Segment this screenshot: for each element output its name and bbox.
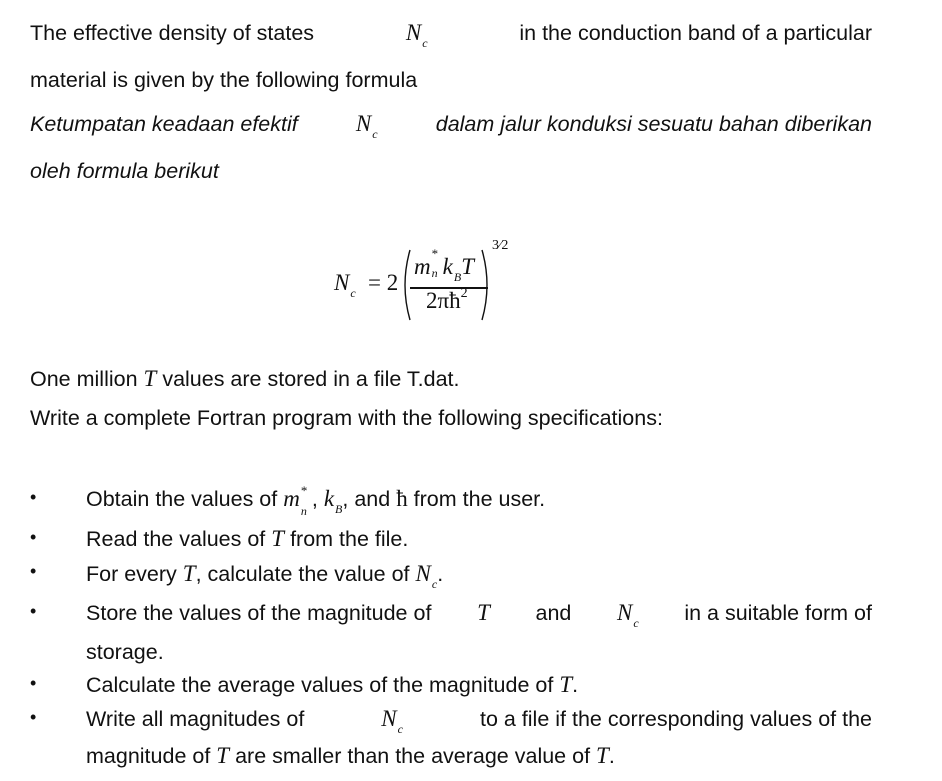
bullet-5: • xyxy=(30,673,37,693)
bullet-1: • xyxy=(30,487,37,507)
formula-lhs: $N_c$ xyxy=(334,270,356,300)
formula-equals: = 2 xyxy=(368,270,399,295)
intro-ms-line-2: oleh formula berikut xyxy=(30,159,219,183)
bullet-5-text: Calculate the average values of the magnitude of T. xyxy=(86,672,579,697)
right-paren xyxy=(480,248,494,322)
density-formula xyxy=(330,240,550,330)
bullet-6-text-line-1: Write all magnitudes of $N_c$ to a file if the corresponding values of the xyxy=(86,706,872,736)
bullet-3: • xyxy=(30,561,37,581)
intro-en-text-1a: The effective density of states xyxy=(30,21,315,45)
intro-ms-text-1b: dalam jalur konduksi sesuatu bahan diberikan xyxy=(435,112,872,136)
bullet-2: • xyxy=(30,527,37,547)
intro-en-line-1 xyxy=(30,20,872,49)
bullet-3-text: For every T, calculate the value of $N_c$. xyxy=(86,561,444,591)
bullet-4-text-line-1: Store the values of the magnitude of T and $N_c$ in a suitable form of xyxy=(86,600,872,630)
formula-denominator: $2\pi ħ^2$ xyxy=(426,286,468,313)
paragraph-one-million: One million T values are stored in a file T.dat. xyxy=(30,366,460,391)
bullet-4-text-line-2: storage. xyxy=(86,640,164,664)
bullet-6-text-line-2: magnitude of T are smaller than the average value of T. xyxy=(86,743,615,768)
bullet-2-text: Read the values of T from the file. xyxy=(86,526,409,551)
bullet-4: • xyxy=(30,601,37,621)
symbol-Nc: $N_c$ xyxy=(405,20,428,50)
formula-exponent: 3⁄2 xyxy=(492,238,509,253)
formula-numerator: m * n $k_BT$ xyxy=(414,246,474,284)
intro-ms-line-1 xyxy=(30,111,872,140)
intro-en-line-2: material is given by the following formula xyxy=(30,68,418,92)
intro-en-text-1b: in the conduction band of a particular xyxy=(519,21,872,45)
bullet-6: • xyxy=(30,707,37,727)
left-paren xyxy=(398,248,412,322)
symbol-Nc: $N_c$ xyxy=(355,111,378,141)
paragraph-write-program: Write a complete Fortran program with the following specifications: xyxy=(30,406,663,430)
bullet-1-text: Obtain the values of m * n , $k_B$, and ħ from the user. xyxy=(86,483,546,518)
intro-ms-text-1a: Ketumpatan keadaan efektif xyxy=(30,112,298,136)
